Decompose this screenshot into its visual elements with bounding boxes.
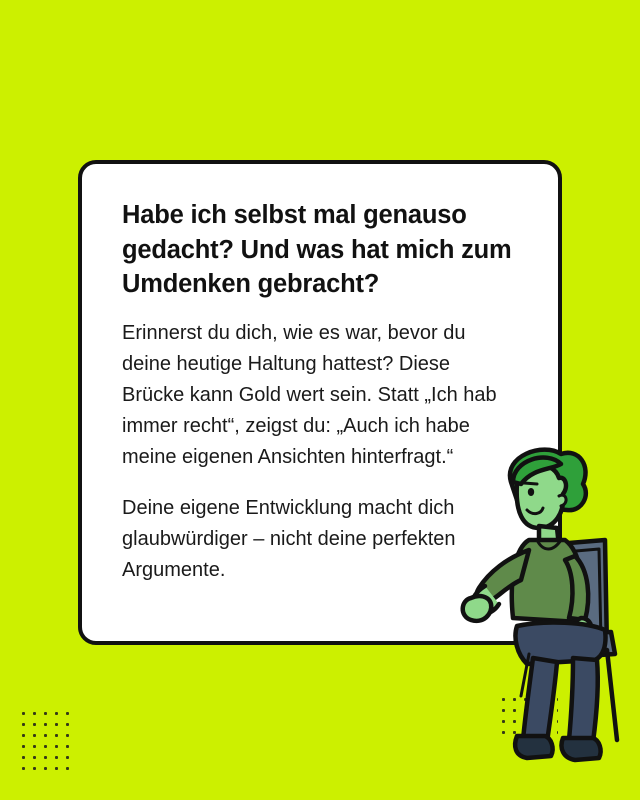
body-paragraph-2: Deine eigene Entwicklung macht dich glaubwürdiger – nicht deine perfekten Argumente. (122, 497, 456, 582)
seated-person-illustration (455, 440, 640, 780)
page-title: Habe ich selbst mal genauso gedacht? Und was hat mich zum Umdenken gebracht? (122, 201, 512, 299)
dot-pattern-left (18, 708, 74, 778)
body-paragraph-1: Erinnerst du dich, wie es war, bevor du deine heutige Haltung hattest? Diese Brücke kann Gold wert sein. Statt „Ich hab immer recht“, zeigst du: „Auch ich habe meine eigenen Ansichten hinterfragt.“ (122, 322, 497, 469)
